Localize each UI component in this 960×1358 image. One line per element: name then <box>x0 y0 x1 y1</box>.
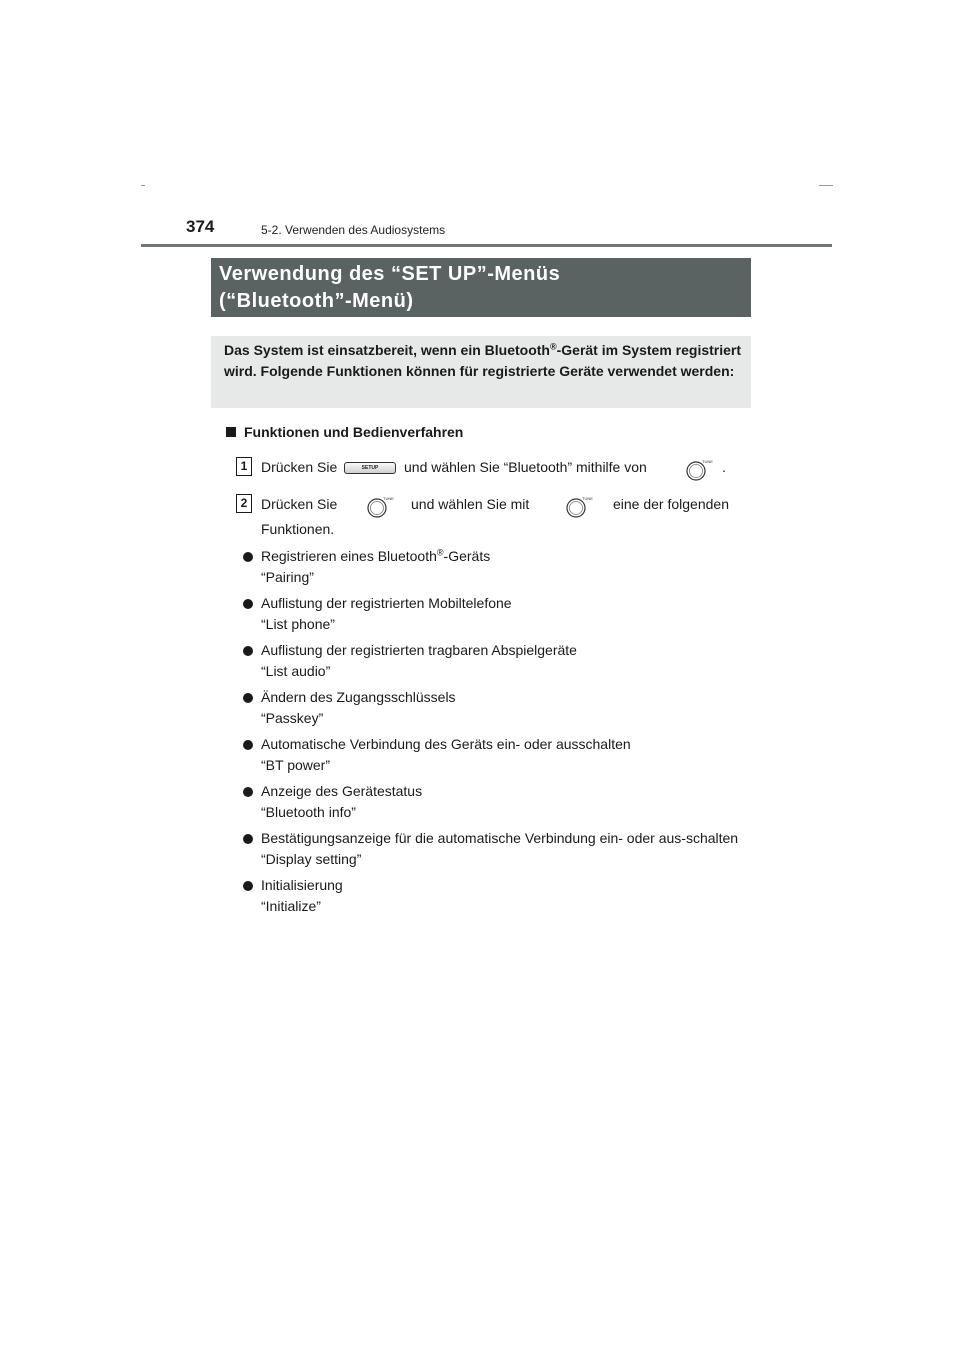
list-item <box>243 640 748 682</box>
list-item-name: “Passkey” <box>261 710 324 726</box>
step-badge-1: 1 <box>236 457 252 476</box>
list-item-desc: Ändern des Zugangsschlüssels <box>261 689 456 705</box>
step2-text-a: Drücken Sie <box>261 496 338 512</box>
tune-select-knob-icon <box>367 495 394 519</box>
list-item <box>243 593 748 635</box>
step-badge-2: 2 <box>236 494 252 513</box>
bullet-icon <box>243 787 253 797</box>
page-title-line1: Verwendung des “SET UP”-Menüs <box>219 263 561 285</box>
section-title: 5-2. Verwenden des Audiosystems <box>261 223 446 237</box>
bullet-icon <box>243 834 253 844</box>
tune-select-knob-icon <box>566 495 593 519</box>
list-item <box>243 546 748 588</box>
list-item-desc <box>261 546 748 567</box>
list-item <box>243 781 748 823</box>
svg-text:TUNE: TUNE <box>702 459 713 464</box>
bullet-icon <box>243 552 253 562</box>
step2-text-line2: Funktionen. <box>261 521 335 537</box>
step1-text-a: Drücken Sie <box>261 459 338 475</box>
crop-mark-right <box>819 185 833 186</box>
intro-text-part2: -Gerät im System registriert wird. Folgende Funktionen können für registrierte Geräte verwendet werden: <box>224 342 742 379</box>
list-item-name: “List phone” <box>261 616 335 632</box>
subheading-text: Funktionen und Bedienverfahren <box>244 424 464 440</box>
list-item <box>243 687 748 729</box>
bullet-icon <box>243 646 253 656</box>
list-item-name: “Initialize” <box>261 898 321 914</box>
bullet-icon <box>243 693 253 703</box>
list-item <box>243 875 748 917</box>
intro-text-part1: Das System ist einsatzbereit, wenn ein Bluetooth <box>224 342 550 358</box>
page-title-line2: (“Bluetooth”-Menü) <box>219 290 414 312</box>
list-item-desc: Anzeige des Gerätestatus <box>261 783 423 799</box>
step2-text-b: und wählen Sie mit <box>411 496 530 512</box>
bullet-icon <box>243 881 253 891</box>
page-number: 374 <box>186 217 215 236</box>
setup-button-label: SETUP <box>361 465 379 471</box>
svg-text:TUNE: TUNE <box>383 496 394 501</box>
crop-mark-left <box>141 185 145 186</box>
list-item-desc: Bestätigungsanzeige für die automatische Verbindung ein- oder aus-schalten <box>261 830 739 846</box>
list-item-name: “List audio” <box>261 663 331 679</box>
list-item-desc-b: -Geräts <box>443 548 491 564</box>
step1-text-b: und wählen Sie “Bluetooth” mithilfe von <box>404 459 647 475</box>
svg-text:TUNE: TUNE <box>582 496 593 501</box>
list-item-desc-a: Registrieren eines Bluetooth <box>261 548 437 564</box>
header-divider <box>141 244 832 247</box>
list-item <box>243 828 748 870</box>
function-list <box>243 546 748 922</box>
list-item-name: “BT power” <box>261 757 330 773</box>
bullet-icon <box>243 599 253 609</box>
setup-button-icon <box>344 462 396 474</box>
square-bullet-icon <box>226 427 236 437</box>
registered-mark: ® <box>549 341 557 352</box>
list-item-desc: Automatische Verbindung des Geräts ein- oder ausschalten <box>261 736 631 752</box>
list-item-desc: Auflistung der registrierten Mobiltelefone <box>261 595 512 611</box>
tune-select-knob-icon <box>686 458 713 482</box>
subheading <box>226 424 463 440</box>
step1-text-c: . <box>722 459 726 475</box>
list-item-desc: Auflistung der registrierten tragbaren Abspielgeräte <box>261 642 577 658</box>
list-item-name: “Display setting” <box>261 851 362 867</box>
intro-box <box>211 336 751 408</box>
list-item-name: “Pairing” <box>261 569 314 585</box>
list-item-name: “Bluetooth info” <box>261 804 356 820</box>
registered-mark: ® <box>436 547 444 558</box>
page-title <box>211 258 751 317</box>
step2-text-c: eine der folgenden <box>613 496 729 512</box>
list-item-desc: Initialisierung <box>261 877 343 893</box>
bullet-icon <box>243 740 253 750</box>
list-item <box>243 734 748 776</box>
